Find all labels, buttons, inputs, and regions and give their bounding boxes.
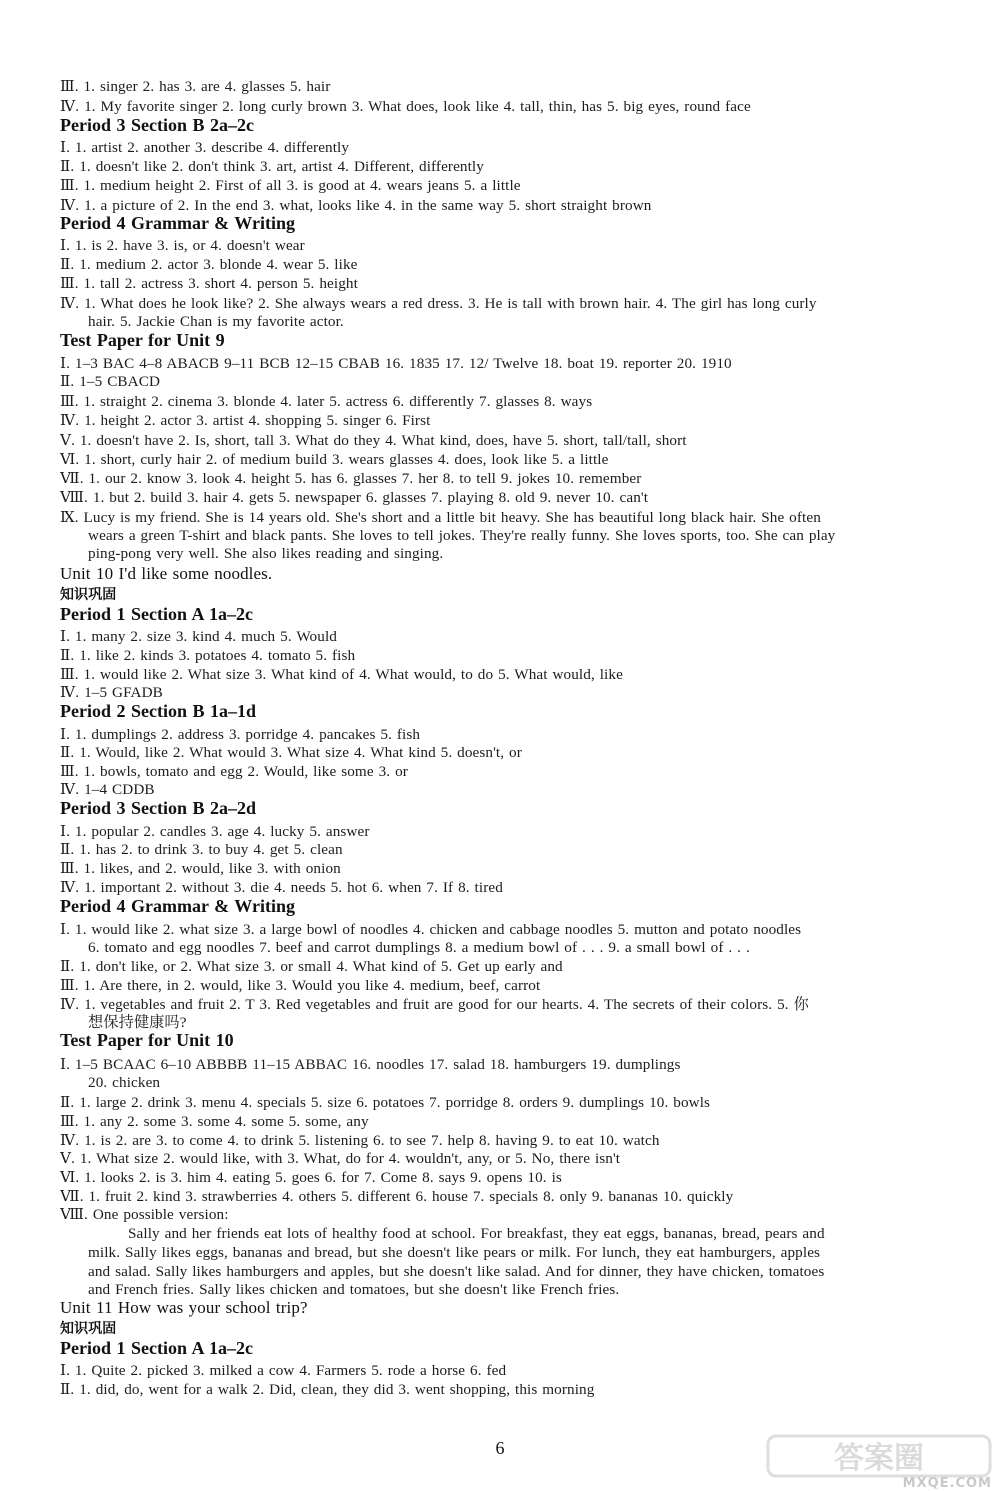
answer-line: Ⅰ. 1. dumplings 2. address 3. porridge 4. pancakes 5. fish: [60, 726, 421, 743]
section-heading: Period 2 Section B 1a–1d: [60, 702, 256, 721]
answer-line: Ⅸ. Lucy is my friend. She is 14 years old. She's short and a little bit heavy. She has beautiful long black hair. She often: [60, 509, 821, 526]
section-heading: Test Paper for Unit 10: [60, 1031, 234, 1050]
section-heading: Period 1 Section A 1a–2c: [60, 1339, 253, 1358]
answer-line: 6. tomato and egg noodles 7. beef and carrot dumplings 8. a medium bowl of . . . 9. a small bowl of . . .: [88, 939, 750, 956]
answer-line: Ⅳ. 1–4 CDDB: [60, 781, 155, 798]
answer-line: hair. 5. Jackie Chan is my favorite actor.: [88, 313, 344, 330]
watermark-url: MXQE.COM: [902, 1476, 992, 1491]
answer-line: Ⅰ. 1. is 2. have 3. is, or 4. doesn't wear: [60, 237, 305, 254]
answer-line: Ⅰ. 1. many 2. size 3. kind 4. much 5. Would: [60, 628, 337, 645]
answer-line: Ⅲ. 1. tall 2. actress 3. short 4. person 5. height: [60, 275, 358, 292]
answer-line: Ⅷ. One possible version:: [60, 1206, 229, 1223]
answer-line: 想保持健康吗?: [88, 1014, 187, 1031]
answer-line: 20. chicken: [88, 1074, 161, 1091]
answer-line: Ⅲ. 1. singer 2. has 3. are 4. glasses 5. hair: [60, 78, 331, 95]
answer-line: Ⅰ. 1. would like 2. what size 3. a large bowl of noodles 4. chicken and cabbage noodles 5. mutton and potato noodles: [60, 921, 802, 938]
answer-line: Ⅷ. 1. but 2. build 3. hair 4. gets 5. newspaper 6. glasses 7. playing 8. old 9. never 10. can't: [60, 489, 649, 506]
subsection-label: 知识巩固: [60, 587, 117, 603]
answer-line: Ⅱ. 1. did, do, went for a walk 2. Did, clean, they did 3. went shopping, this morning: [60, 1381, 595, 1398]
answer-line: Ⅲ. 1. medium height 2. First of all 3. is good at 4. wears jeans 5. a little: [60, 177, 521, 194]
section-heading: Test Paper for Unit 9: [60, 331, 225, 350]
unit-title: Unit 11 How was your school trip?: [60, 1298, 308, 1317]
answer-line: Ⅲ. 1. would like 2. What size 3. What kind of 4. What would, to do 5. What would, like: [60, 666, 623, 683]
answer-line: Ⅱ. 1. like 2. kinds 3. potatoes 4. tomato 5. fish: [60, 647, 356, 664]
answer-line: Sally and her friends eat lots of healthy food at school. For breakfast, they eat eggs, bananas, bread, pears and: [128, 1225, 825, 1242]
unit-title: Unit 10 I'd like some noodles.: [60, 564, 273, 583]
answer-line: Ⅶ. 1. our 2. know 3. look 4. height 5. has 6. glasses 7. her 8. to tell 9. jokes 10. remember: [60, 470, 642, 487]
answer-line: Ⅲ. 1. straight 2. cinema 3. blonde 4. later 5. actress 6. differently 7. glasses 8. ways: [60, 393, 593, 410]
answer-line: Ⅱ. 1. has 2. to drink 3. to buy 4. get 5. clean: [60, 841, 343, 858]
answer-line: Ⅰ. 1–5 BCAAC 6–10 ABBBB 11–15 ABBAC 16. noodles 17. salad 18. hamburgers 19. dumplings: [60, 1056, 681, 1073]
answer-line: Ⅴ. 1. What size 2. would like, with 3. What, do for 4. wouldn't, any, or 5. No, there isn't: [60, 1150, 621, 1167]
answer-line: Ⅰ. 1. Quite 2. picked 3. milked a cow 4. Farmers 5. rode a horse 6. fed: [60, 1362, 507, 1379]
answer-line: and salad. Sally likes hamburgers and apples, but she doesn't like salad. And for dinner, they have chicken, tomatoes: [88, 1263, 825, 1280]
answer-line: Ⅲ. 1. likes, and 2. would, like 3. with onion: [60, 860, 341, 877]
answer-line: Ⅲ. 1. bowls, tomato and egg 2. Would, like some 3. or: [60, 763, 408, 780]
answer-line: Ⅰ. 1. popular 2. candles 3. age 4. lucky 5. answer: [60, 823, 370, 840]
answer-line: Ⅳ. 1. a picture of 2. In the end 3. what, looks like 4. in the same way 5. short straight brown: [60, 197, 652, 214]
answer-line: Ⅰ. 1–3 BAC 4–8 ABACB 9–11 BCB 12–15 CBAB 16. 1835 17. 12/ Twelve 18. boat 19. reporter 20. 1910: [60, 355, 732, 372]
answer-line: Ⅶ. 1. fruit 2. kind 3. strawberries 4. others 5. different 6. house 7. specials 8. only 9. bananas 10. quickly: [60, 1188, 734, 1205]
answer-line: Ⅵ. 1. short, curly hair 2. of medium build 3. wears glasses 4. does, look like 5. a little: [60, 451, 609, 468]
answer-line: Ⅱ. 1. doesn't like 2. don't think 3. art, artist 4. Different, differently: [60, 158, 484, 175]
answer-line: Ⅴ. 1. doesn't have 2. Is, short, tall 3. What do they 4. What kind, does, have 5. short, tall/tall, short: [60, 432, 687, 449]
section-heading: Period 4 Grammar & Writing: [60, 214, 295, 233]
answer-line: Ⅲ. 1. any 2. some 3. some 4. some 5. some, any: [60, 1113, 369, 1130]
answer-line: Ⅳ. 1. important 2. without 3. die 4. needs 5. hot 6. when 7. If 8. tired: [60, 879, 503, 896]
answer-line: Ⅳ. 1. is 2. are 3. to come 4. to drink 5. listening 6. to see 7. help 8. having 9. to eat 10. watch: [60, 1132, 660, 1149]
section-heading: Period 1 Section A 1a–2c: [60, 605, 253, 624]
section-heading: Period 3 Section B 2a–2c: [60, 116, 254, 135]
section-heading: Period 4 Grammar & Writing: [60, 897, 295, 916]
answer-line: Ⅱ. 1. large 2. drink 3. menu 4. specials 5. size 6. potatoes 7. porridge 8. orders 9. dumplings 10. bowls: [60, 1094, 711, 1111]
answer-line: wears a green T-shirt and black pants. She loves to tell jokes. They're really funny. She loves sports, too. She can play: [88, 527, 836, 544]
answer-line: Ⅳ. 1. height 2. actor 3. artist 4. shopping 5. singer 6. First: [60, 412, 431, 429]
answer-line: Ⅵ. 1. looks 2. is 3. him 4. eating 5. goes 6. for 7. Come 8. says 9. opens 10. is: [60, 1169, 562, 1186]
answer-line: Ⅱ. 1. medium 2. actor 3. blonde 4. wear 5. like: [60, 256, 358, 273]
watermark-logo-text: 答案圈: [834, 1441, 924, 1476]
page-number: 6: [495, 1438, 505, 1458]
answer-line: Ⅳ. 1. vegetables and fruit 2. T 3. Red vegetables and fruit are good for our hearts. 4. The secrets of their colors. 5. 你: [60, 996, 809, 1013]
answer-line: Ⅰ. 1. artist 2. another 3. describe 4. differently: [60, 139, 350, 156]
answer-line: Ⅱ. 1. Would, like 2. What would 3. What size 4. What kind 5. doesn't, or: [60, 744, 522, 761]
answer-line: milk. Sally likes eggs, bananas and bread, but she doesn't like pears or milk. For lunch, they eat hamburgers, apples: [88, 1244, 821, 1261]
answer-line: and French fries. Sally likes chicken and tomatoes, but she doesn't like French fries.: [88, 1281, 620, 1298]
answer-line: ping-pong very well. She also likes reading and singing.: [88, 545, 444, 562]
section-heading: Period 3 Section B 2a–2d: [60, 799, 256, 818]
answer-line: Ⅳ. 1. My favorite singer 2. long curly brown 3. What does, look like 4. tall, thin, has 5. big eyes, round face: [60, 98, 751, 115]
answer-line: Ⅱ. 1. don't like, or 2. What size 3. or small 4. What kind of 5. Get up early and: [60, 958, 563, 975]
answer-line: Ⅱ. 1–5 CBACD: [60, 373, 161, 390]
subsection-label: 知识巩固: [60, 1321, 117, 1337]
answer-line: Ⅲ. 1. Are there, in 2. would, like 3. Would you like 4. medium, beef, carrot: [60, 977, 541, 994]
answer-line: Ⅳ. 1–5 GFADB: [60, 684, 163, 701]
answer-line: Ⅳ. 1. What does he look like? 2. She always wears a red dress. 3. He is tall with brown hair. 4. The girl has long curly: [60, 295, 817, 312]
